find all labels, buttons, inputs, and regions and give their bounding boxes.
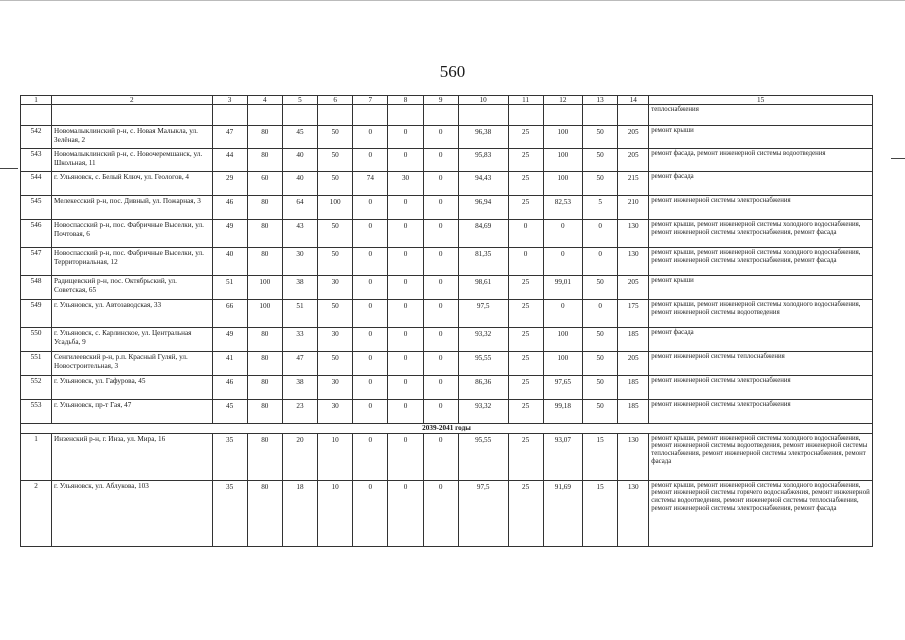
address-cell: Новоспасский р-н, пос. Фабричные Выселки, ул. Территориальная, 12 [52, 248, 212, 276]
table-row [21, 196, 873, 220]
table-row [21, 276, 873, 300]
value-cell-c3: 45 [212, 400, 247, 424]
work-cell: ремонт крыши, ремонт инженерной системы холодного водоснабжения, ремонт инженерной системы электроснабжения, ремонт фасада [649, 248, 873, 276]
value-cell-c13: 50 [583, 276, 618, 300]
value-cell-c11: 25 [508, 300, 543, 328]
value-cell-c7: 74 [353, 172, 388, 196]
value-cell-c5: 30 [282, 248, 317, 276]
column-header-7: 7 [353, 96, 388, 105]
value-cell-c8: 0 [388, 480, 423, 546]
value-cell-c8: 30 [388, 172, 423, 196]
value-cell-c3: 66 [212, 300, 247, 328]
value-cell-c4: 80 [247, 352, 282, 376]
value-cell-c14: 130 [618, 248, 649, 276]
work-cell: ремонт фасада [649, 328, 873, 352]
value-cell-c5: 47 [282, 352, 317, 376]
work-cell: ремонт фасада [649, 172, 873, 196]
work-cell: теплоснабжения [649, 105, 873, 126]
value-cell-c4: 80 [247, 248, 282, 276]
column-header-6: 6 [318, 96, 353, 105]
column-header-11: 11 [508, 96, 543, 105]
value-cell-c5: 38 [282, 376, 317, 400]
row-number: 549 [21, 300, 52, 328]
table-row [21, 248, 873, 276]
address-cell: Мелекесский р-н, пос. Дивный, ул. Пожарная, 3 [52, 196, 212, 220]
value-cell-c4: 80 [247, 149, 282, 172]
repair-schedule-table [20, 95, 873, 547]
work-cell: ремонт крыши, ремонт инженерной системы холодного водоснабжения, ремонт инженерной системы горячего водоснабжения, ремонт инженерной системы водоотведения, ремонт инженерной системы теплоснабжения, ремонт инженерной системы электроснабжения, ремонт фасада [649, 480, 873, 546]
value-cell-c8: 0 [388, 300, 423, 328]
value-cell-c13: 50 [583, 126, 618, 149]
work-cell: ремонт крыши, ремонт инженерной системы холодного водоснабжения, ремонт инженерной системы водоотведения [649, 300, 873, 328]
value-cell-c4: 80 [247, 328, 282, 352]
value-cell-c5: 40 [282, 149, 317, 172]
address-cell: Новомалыклинский р-н, с. Новая Малыкла, ул. Зелёная, 2 [52, 126, 212, 149]
row-number: 543 [21, 149, 52, 172]
value-cell-c12: 0 [543, 248, 582, 276]
column-header-10: 10 [458, 96, 508, 105]
work-cell: ремонт крыши, ремонт инженерной системы холодного водоснабжения, ремонт инженерной системы электроснабжения, ремонт фасада [649, 220, 873, 248]
value-cell-c7: 0 [353, 328, 388, 352]
value-cell-c9: 0 [423, 220, 458, 248]
value-cell-c11: 25 [508, 400, 543, 424]
value-cell-c13: 5 [583, 196, 618, 220]
scan-mark-left [0, 168, 18, 169]
value-cell-c5: 45 [282, 126, 317, 149]
value-cell-c6: 30 [318, 400, 353, 424]
value-cell-c12: 0 [543, 220, 582, 248]
page-number: 560 [439, 62, 466, 81]
value-cell-c5: 20 [282, 433, 317, 480]
value-cell-c10: 97,5 [458, 300, 508, 328]
value-cell-c10: 84,69 [458, 220, 508, 248]
value-cell-c8: 0 [388, 220, 423, 248]
value-cell-c13: 50 [583, 400, 618, 424]
value-cell-c7: 0 [353, 276, 388, 300]
value-cell-c11: 0 [508, 220, 543, 248]
value-cell-c5: 64 [282, 196, 317, 220]
value-cell-c3: 49 [212, 220, 247, 248]
value-cell-c12: 91,69 [543, 480, 582, 546]
value-cell-c8: 0 [388, 126, 423, 149]
value-cell-c4: 80 [247, 480, 282, 546]
work-cell: ремонт крыши [649, 276, 873, 300]
table-row [21, 300, 873, 328]
value-cell-c4: 60 [247, 172, 282, 196]
value-cell-c9: 0 [423, 126, 458, 149]
value-cell-c3: 44 [212, 149, 247, 172]
value-cell-c12: 100 [543, 172, 582, 196]
address-cell: Новоспасский р-н, пос. Фабричные Выселки, ул. Почтовая, 6 [52, 220, 212, 248]
value-cell-c11: 25 [508, 480, 543, 546]
row-number: 553 [21, 400, 52, 424]
value-cell-c3: 35 [212, 480, 247, 546]
value-cell-c14: 175 [618, 300, 649, 328]
table-row [21, 328, 873, 352]
value-cell-c7: 0 [353, 196, 388, 220]
row-number: 547 [21, 248, 52, 276]
value-cell-c13: 50 [583, 352, 618, 376]
value-cell-c9: 0 [423, 196, 458, 220]
value-cell-c4: 80 [247, 126, 282, 149]
value-cell-c9: 0 [423, 300, 458, 328]
value-cell-c9: 0 [423, 328, 458, 352]
value-cell-c6: 30 [318, 276, 353, 300]
value-cell-c3: 41 [212, 352, 247, 376]
value-cell-c6: 50 [318, 126, 353, 149]
value-cell-c10: 96,94 [458, 196, 508, 220]
row-number: 550 [21, 328, 52, 352]
column-header-12: 12 [543, 96, 582, 105]
table-row [21, 149, 873, 172]
value-cell-c12: 97,65 [543, 376, 582, 400]
address-cell: г. Ульяновск, с. Белый Ключ, ул. Геологов, 4 [52, 172, 212, 196]
value-cell-c6: 10 [318, 433, 353, 480]
value-cell-c9: 0 [423, 352, 458, 376]
value-cell-c9: 0 [423, 480, 458, 546]
value-cell-c10: 96,38 [458, 126, 508, 149]
value-cell-c4: 80 [247, 220, 282, 248]
value-cell-c8: 0 [388, 352, 423, 376]
value-cell-c14: 210 [618, 196, 649, 220]
value-cell-c13: 50 [583, 172, 618, 196]
row-number: 546 [21, 220, 52, 248]
value-cell-c8: 0 [388, 400, 423, 424]
value-cell-c9: 0 [423, 149, 458, 172]
value-cell-c9: 0 [423, 376, 458, 400]
value-cell-c11: 25 [508, 328, 543, 352]
value-cell-c4: 100 [247, 276, 282, 300]
row-number: 551 [21, 352, 52, 376]
value-cell-c3: 46 [212, 196, 247, 220]
value-cell-c13: 15 [583, 433, 618, 480]
work-cell: ремонт инженерной системы электроснабжения [649, 376, 873, 400]
value-cell-c7: 0 [353, 300, 388, 328]
value-cell-c13: 50 [583, 328, 618, 352]
table-row [21, 172, 873, 196]
table-row [21, 352, 873, 376]
value-cell-c7: 0 [353, 376, 388, 400]
value-cell-c14: 205 [618, 352, 649, 376]
value-cell-c6: 50 [318, 220, 353, 248]
value-cell-c14: 205 [618, 276, 649, 300]
column-header-4: 4 [247, 96, 282, 105]
address-cell: г. Ульяновск, ул. Автозаводская, 33 [52, 300, 212, 328]
table-row [21, 220, 873, 248]
work-cell: ремонт крыши, ремонт инженерной системы холодного водоснабжения, ремонт инженерной системы водоотведения, ремонт инженерной системы теплоснабжения, ремонт инженерной системы электроснабжения, ремонт фасада [649, 433, 873, 480]
value-cell-c7: 0 [353, 149, 388, 172]
value-cell-c3: 40 [212, 248, 247, 276]
value-cell-c11: 25 [508, 126, 543, 149]
value-cell-c14: 185 [618, 376, 649, 400]
column-header-8: 8 [388, 96, 423, 105]
address-cell: г. Ульяновск, ул. Аблукова, 103 [52, 480, 212, 546]
value-cell-c12: 93,07 [543, 433, 582, 480]
value-cell-c13: 15 [583, 480, 618, 546]
value-cell-c10: 95,83 [458, 149, 508, 172]
value-cell-c11: 0 [508, 248, 543, 276]
value-cell-c6: 50 [318, 352, 353, 376]
value-cell-c5: 18 [282, 480, 317, 546]
row-number: 544 [21, 172, 52, 196]
value-cell-c13: 0 [583, 248, 618, 276]
value-cell-c10: 95,55 [458, 352, 508, 376]
address-cell: г. Ульяновск, ул. Гафурова, 45 [52, 376, 212, 400]
value-cell-c13: 0 [583, 220, 618, 248]
work-cell: ремонт инженерной системы электроснабжения [649, 400, 873, 424]
value-cell-c11: 25 [508, 172, 543, 196]
value-cell-c14: 185 [618, 400, 649, 424]
value-cell-c6: 50 [318, 248, 353, 276]
value-cell-c8: 0 [388, 276, 423, 300]
value-cell-c11: 25 [508, 196, 543, 220]
value-cell-c3: 29 [212, 172, 247, 196]
value-cell-c8: 0 [388, 149, 423, 172]
value-cell-c10: 97,5 [458, 480, 508, 546]
value-cell-c5: 23 [282, 400, 317, 424]
work-cell: ремонт инженерной системы электроснабжения [649, 196, 873, 220]
value-cell-c9: 0 [423, 172, 458, 196]
column-header-2: 2 [52, 96, 212, 105]
value-cell-c14: 130 [618, 480, 649, 546]
value-cell-c12: 99,01 [543, 276, 582, 300]
page-top-edge [0, 0, 905, 4]
value-cell-c5: 40 [282, 172, 317, 196]
value-cell-c10: 81,35 [458, 248, 508, 276]
value-cell-c10: 86,36 [458, 376, 508, 400]
address-cell: Новомалыклинский р-н, с. Новочеремшанск, ул. Школьная, 11 [52, 149, 212, 172]
value-cell-c5: 38 [282, 276, 317, 300]
table-row [21, 433, 873, 480]
value-cell-c11: 25 [508, 376, 543, 400]
value-cell-c13: 50 [583, 149, 618, 172]
row-number: 542 [21, 126, 52, 149]
value-cell-c12: 82,53 [543, 196, 582, 220]
value-cell-c14: 185 [618, 328, 649, 352]
table-row [21, 126, 873, 149]
value-cell-c14: 215 [618, 172, 649, 196]
row-number: 1 [21, 433, 52, 480]
row-number: 2 [21, 480, 52, 546]
value-cell-c6: 30 [318, 328, 353, 352]
value-cell-c5: 51 [282, 300, 317, 328]
continuation-row [21, 105, 873, 126]
value-cell-c11: 25 [508, 352, 543, 376]
value-cell-c8: 0 [388, 248, 423, 276]
scan-mark-right [891, 158, 905, 159]
work-cell: ремонт инженерной системы теплоснабжения [649, 352, 873, 376]
column-header-15: 15 [649, 96, 873, 105]
value-cell-c3: 51 [212, 276, 247, 300]
address-cell: Сенгилеевский р-н, р.п. Красный Гуляй, ул. Новостроительная, 3 [52, 352, 212, 376]
value-cell-c8: 0 [388, 376, 423, 400]
address-cell: Радищевский р-н, пос. Октябрьский, ул. Советская, 65 [52, 276, 212, 300]
value-cell-c6: 50 [318, 149, 353, 172]
value-cell-c12: 99,18 [543, 400, 582, 424]
value-cell-c12: 100 [543, 149, 582, 172]
value-cell-c12: 0 [543, 300, 582, 328]
value-cell-c7: 0 [353, 248, 388, 276]
value-cell-c10: 98,61 [458, 276, 508, 300]
row-number: 548 [21, 276, 52, 300]
value-cell-c10: 93,32 [458, 400, 508, 424]
address-cell: г. Ульяновск, с. Карлинское, ул. Центральная Усадьба, 9 [52, 328, 212, 352]
value-cell-c6: 10 [318, 480, 353, 546]
value-cell-c4: 80 [247, 196, 282, 220]
value-cell-c13: 0 [583, 300, 618, 328]
value-cell-c9: 0 [423, 400, 458, 424]
value-cell-c3: 35 [212, 433, 247, 480]
value-cell-c14: 205 [618, 149, 649, 172]
row-number: 552 [21, 376, 52, 400]
value-cell-c4: 80 [247, 400, 282, 424]
value-cell-c10: 93,32 [458, 328, 508, 352]
value-cell-c4: 80 [247, 376, 282, 400]
column-header-14: 14 [618, 96, 649, 105]
work-cell: ремонт крыши [649, 126, 873, 149]
value-cell-c13: 50 [583, 376, 618, 400]
column-header-1: 1 [21, 96, 52, 105]
value-cell-c9: 0 [423, 248, 458, 276]
work-cell: ремонт фасада, ремонт инженерной системы водоотведения [649, 149, 873, 172]
value-cell-c6: 50 [318, 300, 353, 328]
column-header-13: 13 [583, 96, 618, 105]
value-cell-c12: 100 [543, 328, 582, 352]
value-cell-c7: 0 [353, 352, 388, 376]
value-cell-c10: 94,43 [458, 172, 508, 196]
value-cell-c8: 0 [388, 328, 423, 352]
value-cell-c7: 0 [353, 126, 388, 149]
value-cell-c11: 25 [508, 276, 543, 300]
table-row [21, 400, 873, 424]
value-cell-c7: 0 [353, 433, 388, 480]
value-cell-c10: 95,55 [458, 433, 508, 480]
period-label: 2039-2041 годы [21, 424, 873, 433]
value-cell-c4: 80 [247, 433, 282, 480]
value-cell-c9: 0 [423, 276, 458, 300]
value-cell-c6: 100 [318, 196, 353, 220]
row-number: 545 [21, 196, 52, 220]
address-cell: г. Ульяновск, пр-т Гая, 47 [52, 400, 212, 424]
address-cell: Инзенский р-н, г. Инза, ул. Мира, 16 [52, 433, 212, 480]
value-cell-c3: 47 [212, 126, 247, 149]
value-cell-c12: 100 [543, 352, 582, 376]
table-row [21, 480, 873, 546]
value-cell-c4: 100 [247, 300, 282, 328]
value-cell-c11: 25 [508, 149, 543, 172]
value-cell-c14: 130 [618, 220, 649, 248]
value-cell-c14: 205 [618, 126, 649, 149]
value-cell-c3: 46 [212, 376, 247, 400]
header-row [21, 96, 873, 105]
value-cell-c3: 49 [212, 328, 247, 352]
value-cell-c6: 30 [318, 376, 353, 400]
value-cell-c5: 43 [282, 220, 317, 248]
value-cell-c7: 0 [353, 480, 388, 546]
value-cell-c6: 50 [318, 172, 353, 196]
value-cell-c12: 100 [543, 126, 582, 149]
value-cell-c14: 130 [618, 433, 649, 480]
value-cell-c8: 0 [388, 433, 423, 480]
value-cell-c11: 25 [508, 433, 543, 480]
value-cell-c9: 0 [423, 433, 458, 480]
column-header-3: 3 [212, 96, 247, 105]
table-row [21, 376, 873, 400]
period-row [21, 424, 873, 433]
value-cell-c8: 0 [388, 196, 423, 220]
column-header-9: 9 [423, 96, 458, 105]
column-header-5: 5 [282, 96, 317, 105]
value-cell-c7: 0 [353, 400, 388, 424]
value-cell-c5: 33 [282, 328, 317, 352]
value-cell-c7: 0 [353, 220, 388, 248]
